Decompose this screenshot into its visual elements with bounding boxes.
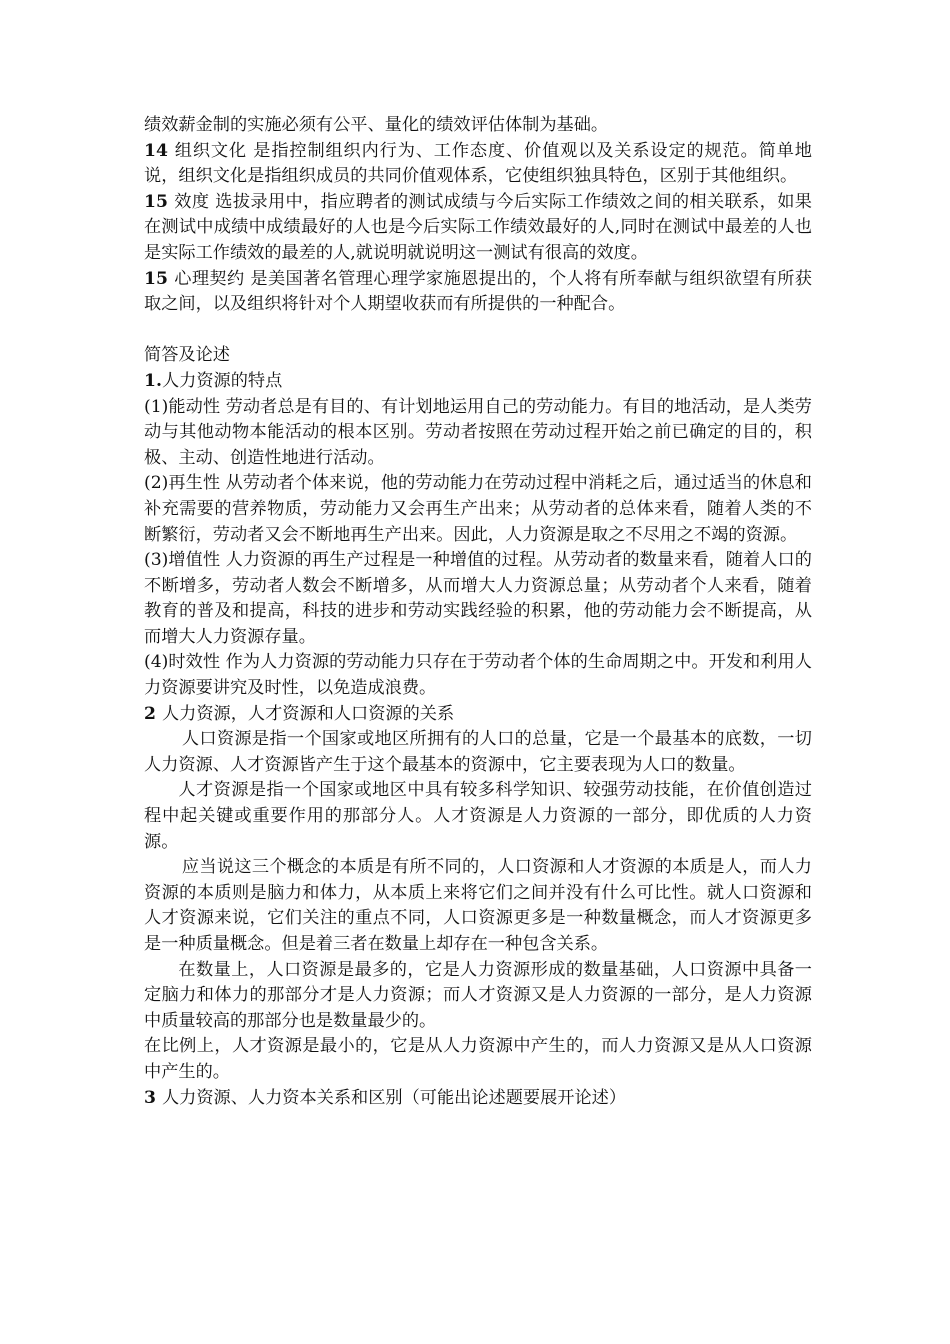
q1-item: (2)再生性 从劳动者个体来说，他的劳动能力在劳动过程中消耗之后，通过适当的休息和补充需要的营养物质，劳动能力又会再生产出来；从劳动者的总体来看，随着人类的不断繁衍，劳动者又会不断地再生产出来。因此，人力资源是取之不尽用之不竭的资源。: [144, 473, 812, 545]
question-number: 2: [144, 703, 156, 724]
term-14: [144, 139, 812, 190]
q1-item: (1)能动性 劳动者总是有目的、有计划地运用自己的劳动能力。有目的地活动，是人类劳动与其他动物本能活动的根本区别。劳动者按照在劳动过程开始之前已确定的目的，积极、主动、创造性地进行活动。: [144, 396, 812, 468]
blank-line: [144, 318, 812, 344]
term-text: 效度 选拔录用中，指应聘者的测试成绩与今后实际工作绩效之间的相关联系，如果在测试中成绩中成绩最好的人也是今后实际工作绩效最好的人,同时在测试中最差的人也是实际工作绩效的最差的人,就说明就说明这一测试有很高的效度。: [144, 191, 812, 263]
question-number: 3: [144, 1087, 156, 1108]
question-2-heading: [144, 702, 812, 728]
term-text: 心理契约 是美国著名管理心理学家施恩提出的，个人将有所奉献与组织欲望有所获取之间，以及组织将针对个人期望收获而有所提供的一种配合。: [144, 268, 812, 315]
section-title: 简答及论述: [144, 345, 230, 366]
intro-line: 绩效薪金制的实施必须有公平、量化的绩效评估体制为基础。: [144, 115, 609, 135]
term-text: 组织文化 是指控制组织内行为、工作态度、价值观以及关系设定的规范。简单地说，组织文化是指组织成员的共同价值观体系，它使组织独具特色，区别于其他组织。: [144, 140, 812, 187]
q2-closing: 在比例上，人才资源是最小的，它是从人力资源中产生的，而人力资源又是从人口资源中产生的。: [144, 1036, 812, 1082]
term-number: 15: [144, 191, 168, 212]
term-15-validity: [144, 190, 812, 267]
q2-paragraph: 在数量上，人口资源是最多的，它是人力资源形成的数量基础，人口资源中具备一定脑力和体力的那部分才是人力资源；而人才资源又是人力资源的一部分，是人力资源中质量较高的那部分也是数量最少的。: [144, 959, 812, 1031]
document-page: [144, 113, 812, 1111]
q2-paragraph: 应当说这三个概念的本质是有所不同的，人口资源和人才资源的本质是人，而人力资源的本质则是脑力和体力，从本质上来将它们之间并没有什么可比性。就人口资源和人才资源来说，它们关注的重点不同，人口资源更多是一种数量概念，而人才资源更多是一种质量概念。但是着三者在数量上却存在一种包含关系。: [144, 857, 812, 954]
q2-paragraph: 人才资源是指一个国家或地区中具有较多科学知识、较强劳动技能，在价值创造过程中起关键或重要作用的那部分人。人才资源是人力资源的一部分，即优质的人力资源。: [144, 780, 812, 852]
q2-paragraph: 人口资源是指一个国家或地区所拥有的人口的总量，它是一个最基本的底数，一切人力资源、人才资源皆产生于这个最基本的资源中，它主要表现为人口的数量。: [144, 729, 812, 775]
term-number: 15: [144, 268, 168, 289]
question-title: 人力资源，人才资源和人口资源的关系: [161, 703, 455, 724]
question-number: 1.: [144, 370, 162, 391]
question-title: 人力资源、人力资本关系和区别（可能出论述题要展开论述）: [161, 1087, 627, 1108]
q1-item: (4)时效性 作为人力资源的劳动能力只存在于劳动者个体的生命周期之中。开发和利用人力资源要讲究及时性，以免造成浪费。: [144, 652, 812, 699]
term-15-psychological-contract: [144, 267, 812, 318]
question-1-heading: [144, 369, 812, 395]
question-3-heading: [144, 1086, 812, 1112]
q1-item: (3)增值性 人力资源的再生产过程是一种增值的过程。从劳动者的数量来看，随着人口的不断增多，劳动者人数会不断增多，从而增大人力资源总量；从劳动者个人来看，随着教育的普及和提高，科技的进步和劳动实践经验的积累，他的劳动能力会不断提高，从而增大人力资源存量。: [144, 550, 812, 647]
question-title: 人力资源的特点: [161, 370, 283, 391]
term-number: 14: [144, 140, 168, 161]
